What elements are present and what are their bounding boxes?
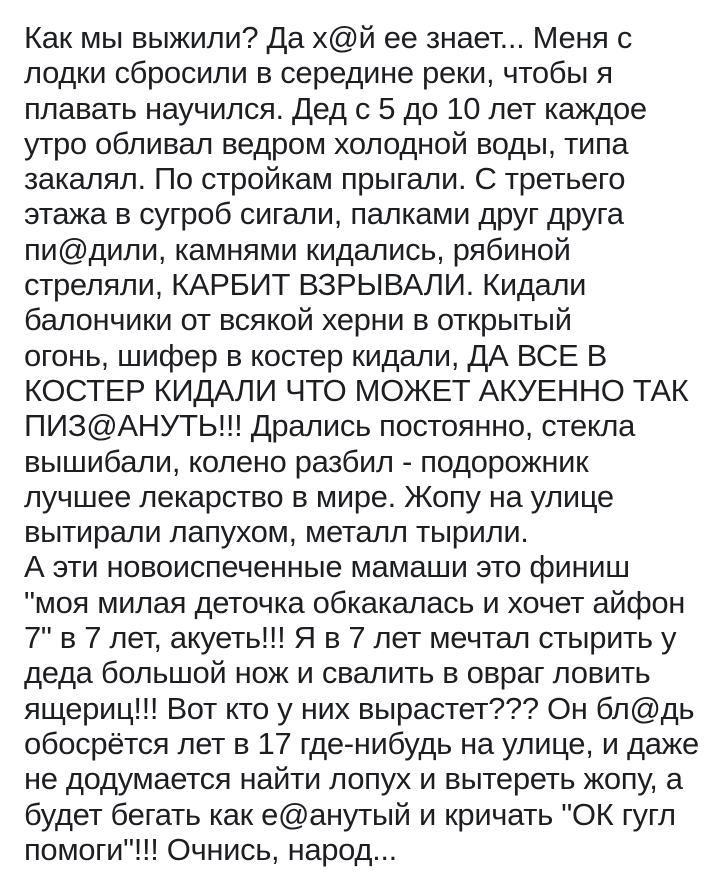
post-line: лучшее лекарство в мире. Жопу на улице: [24, 478, 614, 514]
post-line: вытирали лапухом, металл тырили.: [24, 514, 529, 550]
post-line: Как мы выжили? Да х@й ее знает... Меня с: [24, 20, 633, 55]
post-line: обосрётся лет в 17 где-нибудь на улице, и даже: [24, 725, 699, 761]
post-line: не додумается найти лопух и вытереть жопу, а: [24, 761, 683, 797]
post-line: плавать научился. Дед с 5 до 10 лет каждое: [24, 90, 647, 126]
post-line: стреляли, КАРБИТ ВЗРЫВАЛИ. Кидали: [24, 267, 587, 303]
post-line: КОСТЕР КИДАЛИ ЧТО МОЖЕТ АКУЕННО ТАК: [24, 372, 689, 408]
post-line: будет бегать как е@анутый и кричать "ОК гугл: [24, 796, 676, 832]
post-line: балончики от всякой херни в открытый: [24, 302, 572, 338]
post-line: вышибали, колено разбил - подорожник: [24, 443, 589, 479]
post-line: закалял. По стройкам прыгали. С третьего: [24, 161, 626, 197]
post-line: этажа в сугроб сигали, палками друг друга: [24, 196, 624, 232]
post-line: деда большой нож и свалить в овраг ловить: [24, 655, 651, 691]
post-line: помоги"!!! Очнись, народ...: [24, 831, 397, 867]
post-line: ящериц!!! Вот кто у них вырастет??? Он бл@дь: [24, 690, 695, 726]
post-line: "моя милая деточка обкакалась и хочет айфон: [24, 584, 686, 620]
post-line: ПИЗ@АНУТЬ!!! Дрались постоянно, стекла: [24, 408, 636, 444]
post-line: огонь, шифер в костер кидали, ДА ВСЕ В: [24, 337, 607, 373]
post-line: 7" в 7 лет, акуеть!!! Я в 7 лет мечтал стырить у: [24, 620, 677, 656]
post-line: пи@дили, камнями кидались, рябиной: [24, 231, 571, 267]
post-line: лодки сбросили в середине реки, чтобы я: [24, 55, 613, 91]
post-line: утро обливал ведром холодной воды, типа: [24, 125, 629, 161]
post-line: А эти новоиспеченные мамаши это финиш: [24, 549, 630, 585]
